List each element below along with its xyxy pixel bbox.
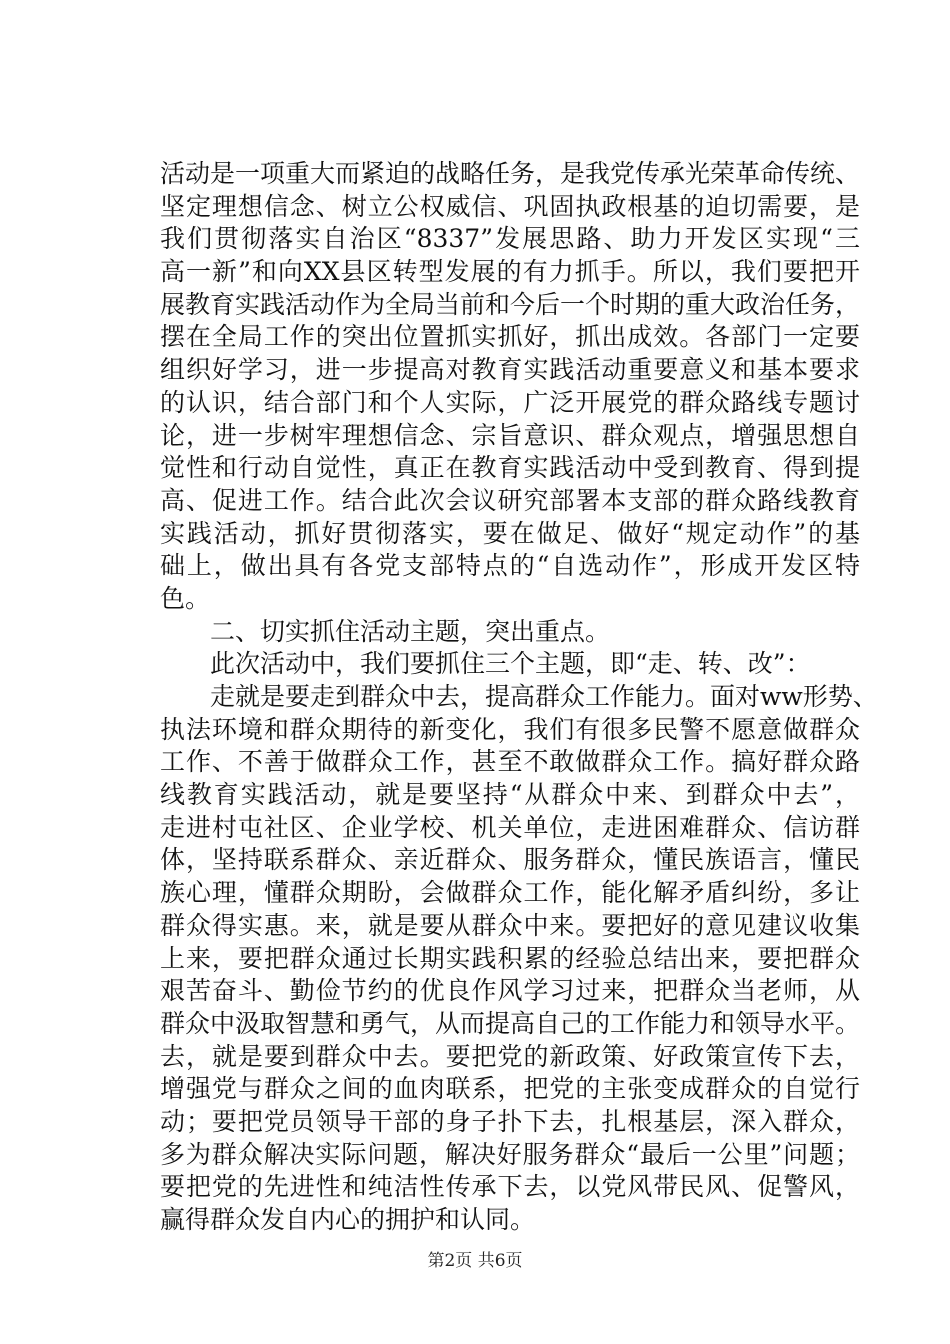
text-line: 此次活动中，我们要抓住三个主题，即“走、转、改”： — [210, 649, 811, 679]
text-line: 论，进一步树牢理想信念、宗旨意识、群众观点，增强思想自 — [160, 420, 860, 450]
text-line: 觉性和行动自觉性，真正在教育实践活动中受到教育、得到提 — [160, 453, 860, 483]
text-line: 去，就是要到群众中去。要把党的新政策、好政策宣传下去， — [160, 1041, 860, 1071]
text-line: 多为群众解决实际问题，解决好服务群众“最后一公里”问题； — [160, 1139, 860, 1169]
text-line: 赢得群众发自内心的拥护和认同。 — [160, 1205, 536, 1234]
page-number-footer: 第2页 共6页 — [427, 1251, 523, 1271]
text-line: 线教育实践活动，就是要坚持“从群众中来、到群众中去”， — [160, 780, 860, 810]
text-line: 活动是一项重大而紧迫的战略任务，是我党传承光荣革命传统、 — [160, 159, 861, 188]
text-line: 高、促进工作。结合此次会议研究部署本支部的群众路线教育 — [160, 485, 860, 515]
text-line: 坚定理想信念、树立公权威信、巩固执政根基的迫切需要，是 — [160, 191, 860, 221]
text-line: 色。 — [160, 583, 211, 613]
section-heading: 二、切实抓住活动主题，突出重点。 — [210, 616, 611, 646]
text-line: 群众中汲取智慧和勇气，从而提高自己的工作能力和领导水平。 — [160, 1008, 861, 1038]
text-line: 上来，要把群众通过长期实践积累的经验总结出来，要把群众 — [160, 943, 860, 973]
text-line: 实践活动，抓好贯彻落实，要在做足、做好“规定动作”的基 — [160, 518, 860, 548]
text-line: 动；要把党员领导干部的身子扑下去，扎根基层，深入群众， — [160, 1106, 860, 1136]
text-line: 族心理，懂群众期盼，会做群众工作，能化解矛盾纠纷，多让 — [160, 878, 860, 908]
text-line: 走进村屯社区、企业学校、机关单位，走进困难群众、信访群 — [160, 812, 860, 842]
text-line: 组织好学习，进一步提高对教育实践活动重要意义和基本要求 — [160, 355, 860, 385]
text-line: 高一新”和向XX县区转型发展的有力抓手。所以，我们要把开 — [160, 257, 860, 287]
text-line: 增强党与群众之间的血肉联系，把党的主张变成群众的自觉行 — [160, 1074, 860, 1104]
document-body — [160, 158, 878, 1237]
text-line: 础上，做出具有各党支部特点的“自选动作”，形成开发区特 — [160, 551, 860, 581]
text-line: 要把党的先进性和纯洁性传承下去，以党风带民风、促警风， — [160, 1172, 860, 1202]
text-line: 走就是要走到群众中去，提高群众工作能力。面对ww形势、 — [210, 682, 878, 711]
text-line: 展教育实践活动作为全局当前和今后一个时期的重大政治任务， — [160, 289, 861, 319]
text-line: 的认识，结合部门和个人实际，广泛开展党的群众路线专题讨 — [160, 387, 860, 417]
text-line: 体，坚持联系群众、亲近群众、服务群众，懂民族语言，懂民 — [160, 845, 860, 875]
text-line: 艰苦奋斗、勤俭节约的优良作风学习过来，把群众当老师，从 — [160, 976, 860, 1006]
text-line: 执法环境和群众期待的新变化，我们有很多民警不愿意做群众 — [160, 714, 860, 744]
text-line: 群众得实惠。来，就是要从群众中来。要把好的意见建议收集 — [160, 910, 860, 940]
text-line: 工作、不善于做群众工作，甚至不敢做群众工作。搞好群众路 — [160, 747, 860, 777]
text-line: 摆在全局工作的突出位置抓实抓好，抓出成效。各部门一定要 — [160, 322, 860, 352]
text-line: 我们贯彻落实自治区“8337”发展思路、助力开发区实现“三 — [160, 224, 860, 254]
